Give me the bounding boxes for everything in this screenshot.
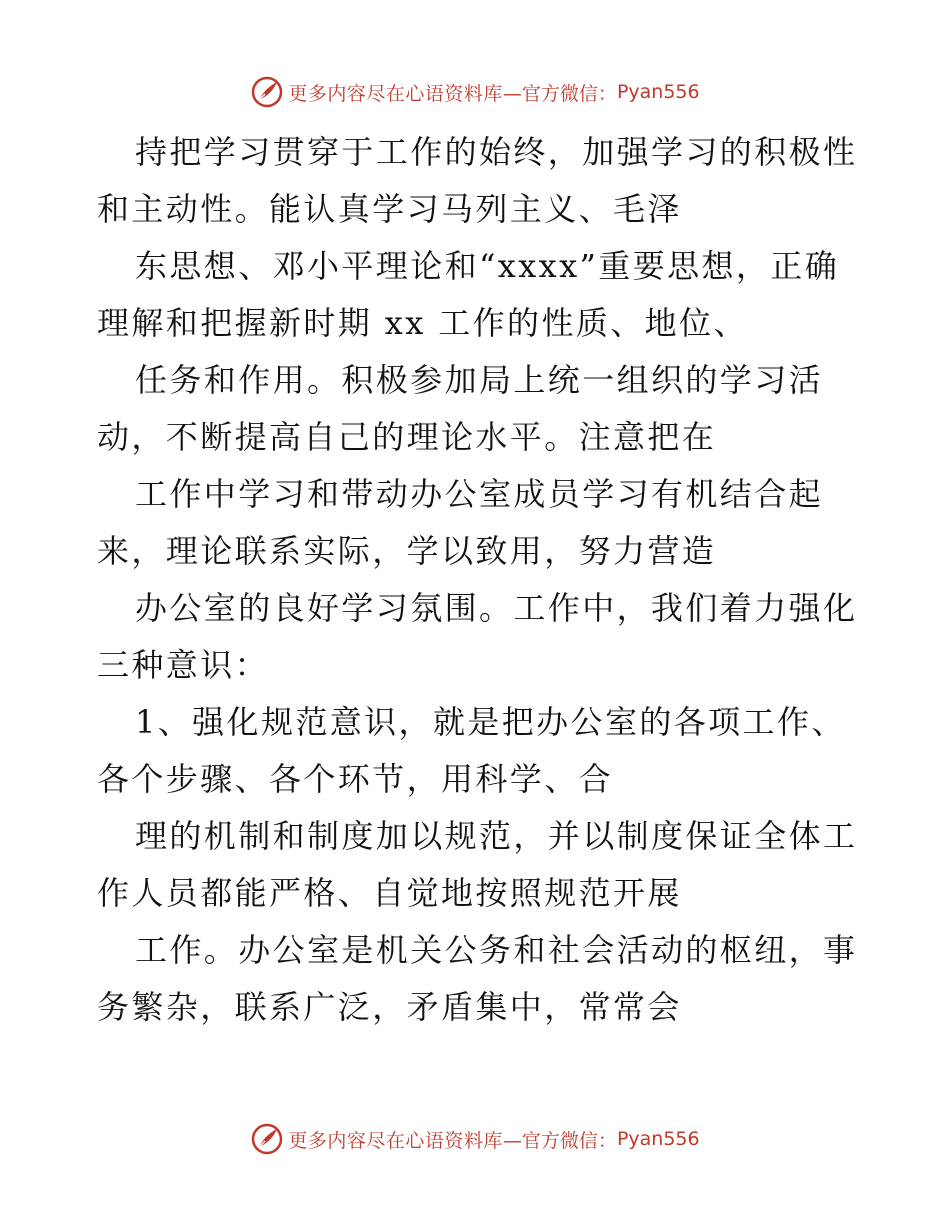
footer-banner-wechat-id: Pyan556 — [616, 1128, 700, 1150]
body-line: 各个步骤、各个环节，用科学、合 — [97, 760, 614, 798]
body-line: 理解和把握新时期 xx 工作的性质、地位、 — [97, 304, 748, 342]
footer-banner-title: 更多内容尽在心语资料库 — [288, 1129, 503, 1152]
body-line: 持把学习贯穿于工作的始终，加强学习的积极性 — [135, 133, 858, 171]
header-banner-label: —官方微信： — [502, 82, 617, 105]
body-line: 作人员都能严格、自觉地按照规范开展 — [97, 874, 682, 912]
body-line: 理的机制和制度加以规范，并以制度保证全体工 — [135, 817, 858, 855]
body-line: 来，理论联系实际，学以致用，努力营造 — [97, 532, 717, 570]
body-line: 工作中学习和带动办公室成员学习有机结合起 — [135, 475, 824, 513]
body-line: 务繁杂，联系广泛，矛盾集中，常常会 — [97, 988, 682, 1026]
body-line: 动，不断提高自己的理论水平。注意把在 — [97, 418, 717, 456]
body-line: 和主动性。能认真学习马列主义、毛泽 — [97, 190, 682, 228]
body-line: 工作。办公室是机关公务和社会活动的枢纽，事 — [135, 931, 858, 969]
body-line: 1、强化规范意识，就是把办公室的各项工作、 — [135, 703, 846, 741]
header-banner-wechat-id: Pyan556 — [616, 81, 700, 103]
header-banner-title: 更多内容尽在心语资料库 — [288, 82, 503, 105]
document-body — [97, 124, 857, 1036]
quill-pen-icon — [250, 75, 284, 109]
body-line: 办公室的良好学习氛围。工作中，我们着力强化 — [135, 589, 858, 627]
header-banner — [0, 72, 950, 112]
footer-banner — [0, 1119, 950, 1159]
body-line: 三种意识： — [97, 646, 270, 684]
body-line: 东思想、邓小平理论和“xxxx”重要思想，正确 — [135, 247, 840, 285]
body-line: 任务和作用。积极参加局上统一组织的学习活 — [135, 361, 824, 399]
footer-banner-label: —官方微信： — [502, 1129, 617, 1152]
quill-pen-icon — [250, 1122, 284, 1156]
